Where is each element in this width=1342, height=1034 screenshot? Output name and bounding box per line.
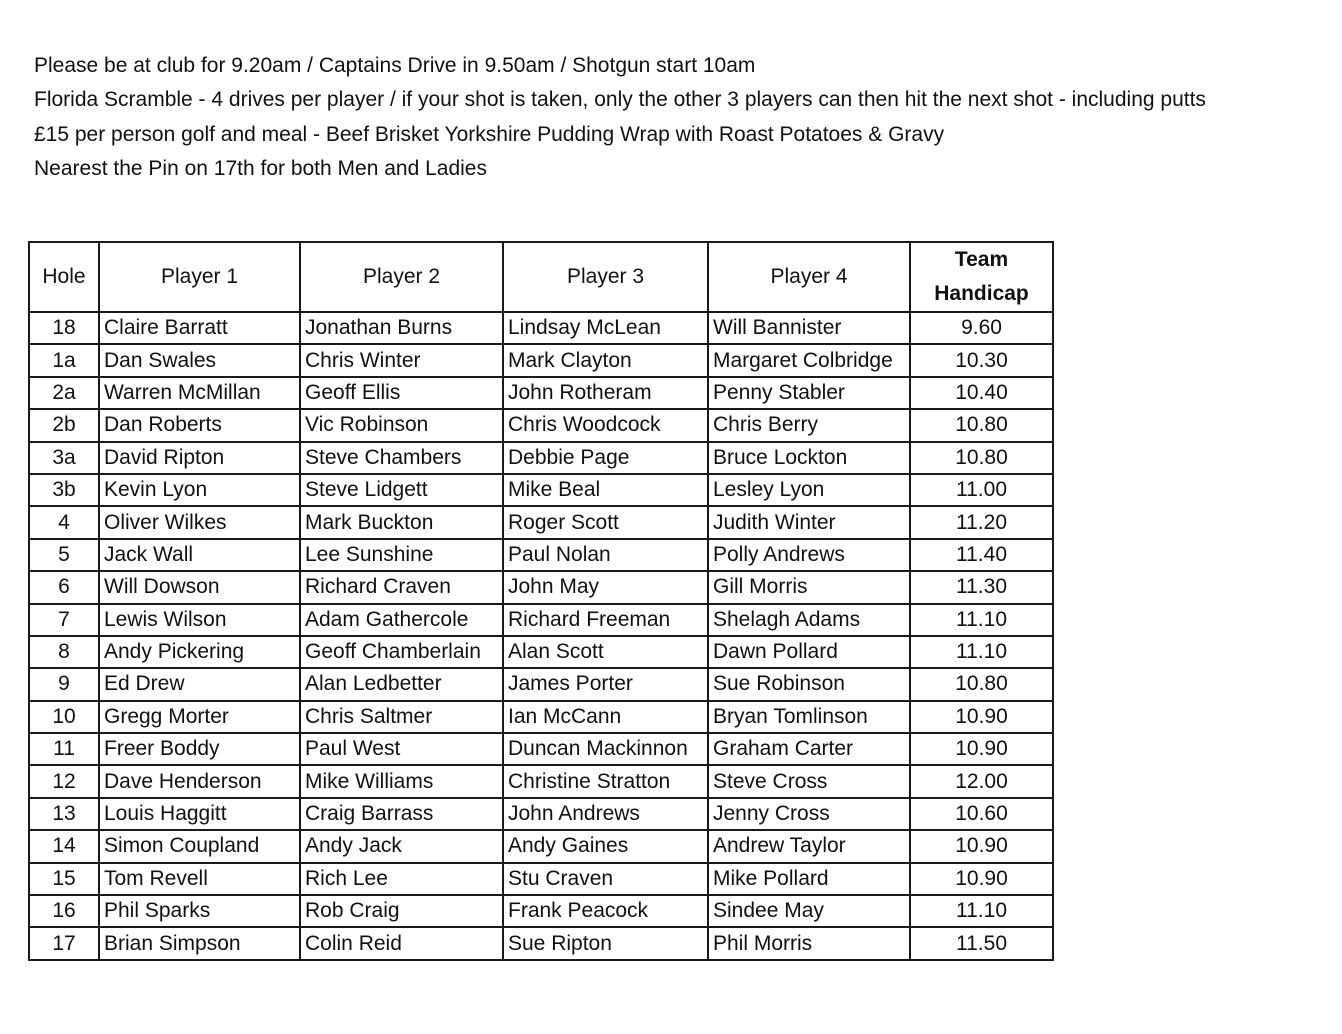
player-1-cell: Oliver Wilkes: [99, 506, 300, 538]
player-2-cell: Adam Gathercole: [300, 604, 503, 636]
table-row: [29, 830, 1053, 862]
table-row: [29, 377, 1053, 409]
event-notes: [34, 49, 1324, 187]
hole-cell: 5: [29, 539, 99, 571]
player-3-cell: Paul Nolan: [503, 539, 708, 571]
table-row: [29, 312, 1053, 344]
team-handicap-cell: 11.10: [910, 895, 1053, 927]
team-handicap-cell: 11.10: [910, 636, 1053, 668]
note-format-rules: Florida Scramble - 4 drives per player / if your shot is taken, only the other 3 players can then hit the next shot - including putts: [34, 88, 1206, 112]
player-2-cell: Lee Sunshine: [300, 539, 503, 571]
header-player-1: Player 1: [99, 242, 300, 312]
player-3-cell: Alan Scott: [503, 636, 708, 668]
player-3-cell: Duncan Mackinnon: [503, 733, 708, 765]
table-row: [29, 927, 1053, 959]
note-nearest-pin: Nearest the Pin on 17th for both Men and Ladies: [34, 157, 487, 181]
player-1-cell: Ed Drew: [99, 668, 300, 700]
player-4-cell: Shelagh Adams: [708, 604, 910, 636]
team-handicap-cell: 12.00: [910, 765, 1053, 797]
player-4-cell: Dawn Pollard: [708, 636, 910, 668]
header-hole: Hole: [29, 242, 99, 312]
player-3-cell: Chris Woodcock: [503, 409, 708, 441]
hole-cell: 3b: [29, 474, 99, 506]
team-handicap-cell: 10.80: [910, 409, 1053, 441]
team-handicap-cell: 11.40: [910, 539, 1053, 571]
hole-cell: 1a: [29, 344, 99, 376]
team-handicap-cell: 10.90: [910, 733, 1053, 765]
tee-draw-table: [28, 241, 1054, 961]
player-2-cell: Mike Williams: [300, 765, 503, 797]
player-1-cell: Kevin Lyon: [99, 474, 300, 506]
hole-cell: 16: [29, 895, 99, 927]
player-2-cell: Geoff Chamberlain: [300, 636, 503, 668]
player-1-cell: Simon Coupland: [99, 830, 300, 862]
header-team-handicap-line1: Team: [954, 248, 1009, 271]
hole-cell: 17: [29, 927, 99, 959]
player-4-cell: Steve Cross: [708, 765, 910, 797]
team-handicap-cell: 10.80: [910, 668, 1053, 700]
header-team-handicap-line2: Handicap: [934, 282, 1029, 305]
table-row: [29, 701, 1053, 733]
hole-cell: 8: [29, 636, 99, 668]
player-3-cell: John May: [503, 571, 708, 603]
player-1-cell: Brian Simpson: [99, 927, 300, 959]
player-1-cell: Freer Boddy: [99, 733, 300, 765]
player-4-cell: Will Bannister: [708, 312, 910, 344]
team-handicap-cell: 11.20: [910, 506, 1053, 538]
team-handicap-cell: 11.30: [910, 571, 1053, 603]
player-4-cell: Margaret Colbridge: [708, 344, 910, 376]
table-row: [29, 344, 1053, 376]
player-1-cell: Dave Henderson: [99, 765, 300, 797]
header-team-handicap: [910, 242, 1053, 312]
table-row: [29, 539, 1053, 571]
player-4-cell: Mike Pollard: [708, 863, 910, 895]
player-1-cell: Louis Haggitt: [99, 798, 300, 830]
hole-cell: 2a: [29, 377, 99, 409]
table-header-row: [29, 242, 1053, 312]
player-2-cell: Rich Lee: [300, 863, 503, 895]
player-2-cell: Colin Reid: [300, 927, 503, 959]
player-3-cell: Sue Ripton: [503, 927, 708, 959]
player-1-cell: Andy Pickering: [99, 636, 300, 668]
player-4-cell: Judith Winter: [708, 506, 910, 538]
header-player-3: Player 3: [503, 242, 708, 312]
hole-cell: 15: [29, 863, 99, 895]
player-4-cell: Penny Stabler: [708, 377, 910, 409]
player-2-cell: Chris Winter: [300, 344, 503, 376]
hole-cell: 10: [29, 701, 99, 733]
player-4-cell: Phil Morris: [708, 927, 910, 959]
header-player-2: Player 2: [300, 242, 503, 312]
player-1-cell: Claire Barratt: [99, 312, 300, 344]
hole-cell: 6: [29, 571, 99, 603]
team-handicap-cell: 10.30: [910, 344, 1053, 376]
player-3-cell: Debbie Page: [503, 442, 708, 474]
player-2-cell: Geoff Ellis: [300, 377, 503, 409]
player-2-cell: Rob Craig: [300, 895, 503, 927]
player-3-cell: Ian McCann: [503, 701, 708, 733]
table-body: [29, 312, 1053, 960]
table-row: [29, 636, 1053, 668]
team-handicap-cell: 11.50: [910, 927, 1053, 959]
player-3-cell: Roger Scott: [503, 506, 708, 538]
table-row: [29, 668, 1053, 700]
team-handicap-cell: 10.40: [910, 377, 1053, 409]
table-row: [29, 798, 1053, 830]
player-2-cell: Chris Saltmer: [300, 701, 503, 733]
table-row: [29, 895, 1053, 927]
hole-cell: 9: [29, 668, 99, 700]
player-1-cell: Gregg Morter: [99, 701, 300, 733]
hole-cell: 13: [29, 798, 99, 830]
player-4-cell: Gill Morris: [708, 571, 910, 603]
player-2-cell: Steve Chambers: [300, 442, 503, 474]
player-2-cell: Mark Buckton: [300, 506, 503, 538]
player-1-cell: Phil Sparks: [99, 895, 300, 927]
player-3-cell: John Andrews: [503, 798, 708, 830]
hole-cell: 12: [29, 765, 99, 797]
player-2-cell: Vic Robinson: [300, 409, 503, 441]
player-3-cell: Stu Craven: [503, 863, 708, 895]
team-handicap-cell: 9.60: [910, 312, 1053, 344]
player-3-cell: Andy Gaines: [503, 830, 708, 862]
table-row: [29, 409, 1053, 441]
player-4-cell: Lesley Lyon: [708, 474, 910, 506]
hole-cell: 11: [29, 733, 99, 765]
team-handicap-cell: 10.90: [910, 830, 1053, 862]
table-row: [29, 765, 1053, 797]
table-row: [29, 604, 1053, 636]
player-2-cell: Alan Ledbetter: [300, 668, 503, 700]
player-4-cell: Graham Carter: [708, 733, 910, 765]
player-4-cell: Andrew Taylor: [708, 830, 910, 862]
player-4-cell: Bruce Lockton: [708, 442, 910, 474]
player-3-cell: Lindsay McLean: [503, 312, 708, 344]
note-price-meal: £15 per person golf and meal - Beef Brisket Yorkshire Pudding Wrap with Roast Potatoes & Gravy: [34, 122, 945, 146]
player-3-cell: Christine Stratton: [503, 765, 708, 797]
player-4-cell: Jenny Cross: [708, 798, 910, 830]
team-handicap-cell: 11.00: [910, 474, 1053, 506]
player-3-cell: John Rotheram: [503, 377, 708, 409]
player-4-cell: Chris Berry: [708, 409, 910, 441]
table-row: [29, 474, 1053, 506]
player-2-cell: Steve Lidgett: [300, 474, 503, 506]
player-1-cell: Lewis Wilson: [99, 604, 300, 636]
player-3-cell: Richard Freeman: [503, 604, 708, 636]
player-3-cell: Mark Clayton: [503, 344, 708, 376]
team-handicap-cell: 10.90: [910, 701, 1053, 733]
hole-cell: 3a: [29, 442, 99, 474]
player-2-cell: Paul West: [300, 733, 503, 765]
player-1-cell: Warren McMillan: [99, 377, 300, 409]
player-3-cell: Mike Beal: [503, 474, 708, 506]
team-handicap-cell: 10.60: [910, 798, 1053, 830]
player-4-cell: Bryan Tomlinson: [708, 701, 910, 733]
hole-cell: 4: [29, 506, 99, 538]
header-player-4: Player 4: [708, 242, 910, 312]
table-row: [29, 442, 1053, 474]
note-arrival-times: Please be at club for 9.20am / Captains Drive in 9.50am / Shotgun start 10am: [34, 54, 756, 77]
player-4-cell: Sindee May: [708, 895, 910, 927]
hole-cell: 14: [29, 830, 99, 862]
hole-cell: 2b: [29, 409, 99, 441]
player-2-cell: Jonathan Burns: [300, 312, 503, 344]
player-1-cell: Dan Roberts: [99, 409, 300, 441]
player-2-cell: Craig Barrass: [300, 798, 503, 830]
player-3-cell: James Porter: [503, 668, 708, 700]
team-handicap-cell: 10.90: [910, 863, 1053, 895]
player-1-cell: Dan Swales: [99, 344, 300, 376]
player-1-cell: David Ripton: [99, 442, 300, 474]
table-row: [29, 506, 1053, 538]
player-1-cell: Jack Wall: [99, 539, 300, 571]
player-1-cell: Tom Revell: [99, 863, 300, 895]
hole-cell: 7: [29, 604, 99, 636]
player-1-cell: Will Dowson: [99, 571, 300, 603]
table-row: [29, 571, 1053, 603]
player-4-cell: Polly Andrews: [708, 539, 910, 571]
team-handicap-cell: 11.10: [910, 604, 1053, 636]
player-2-cell: Andy Jack: [300, 830, 503, 862]
player-3-cell: Frank Peacock: [503, 895, 708, 927]
player-4-cell: Sue Robinson: [708, 668, 910, 700]
player-2-cell: Richard Craven: [300, 571, 503, 603]
team-handicap-cell: 10.80: [910, 442, 1053, 474]
hole-cell: 18: [29, 312, 99, 344]
table-row: [29, 863, 1053, 895]
table-row: [29, 733, 1053, 765]
